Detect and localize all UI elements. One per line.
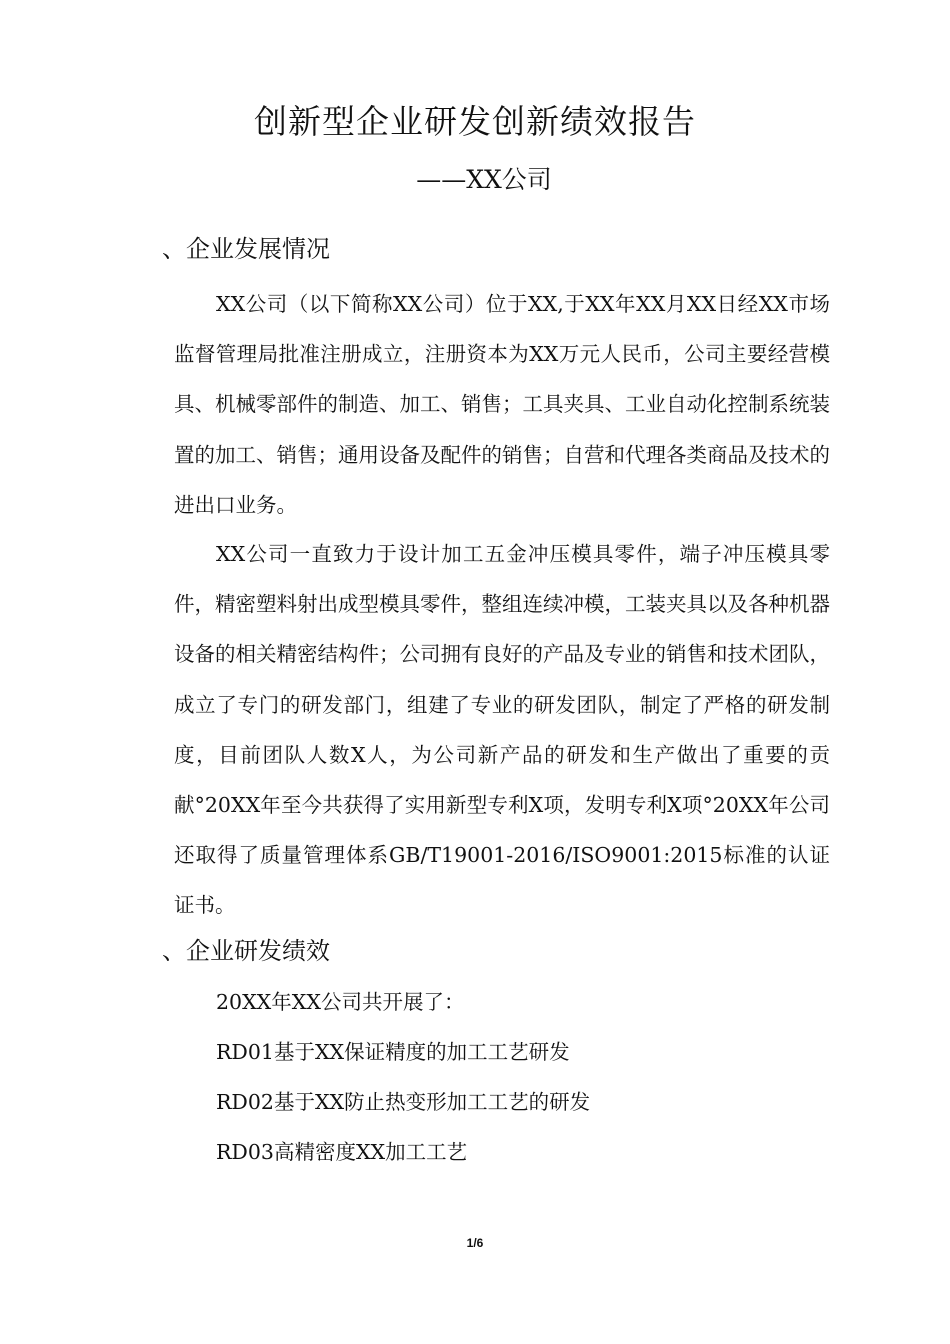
document-title: 创新型企业研发创新绩效报告 [254, 102, 696, 141]
section-heading-development: 、企业发展情况 [162, 235, 330, 263]
page-number: 1/6 [466, 1236, 484, 1250]
paragraph-company-overview: XX公司（以下简称XX公司）位于XX,于XX年XX月XX日经XX市场监督管理局批准注册成立，注册资本为XX万元人民币，公司主要经营模具、机械零部件的制造、加工、销售；工具夹具、工业自动化控制系统装置的加工、销售；通用设备及配件的销售；自营和代理各类商品及技术的进出口业务。 [174, 292, 830, 517]
list-item-rd01: RD01基于XX保证精度的加工工艺研发 [216, 1040, 570, 1064]
paragraph-company-rd-capability: XX公司一直致力于设计加工五金冲压模具零件，端子冲压模具零件，精密塑料射出成型模具零件，整组连续冲模，工装夹具以及各种机器设备的相关精密结构件；公司拥有良好的产品及专业的销售和技术团队，成立了专门的研发部门，组建了专业的研发团队，制定了严格的研发制度，目前团队人数X人，为公司新产品的研发和生产做出了重要的贡献°20XX年至今共获得了实用新型专利X项，发明专利X项°20XX年公司还取得了质量管理体系GB/T19001-2016/ISO9001:2015标准的认证证书。 [174, 542, 830, 918]
list-item-rd03: RD03高精密度XX加工工艺 [216, 1140, 468, 1164]
section-heading-rd-performance: 、企业研发绩效 [162, 937, 330, 965]
list-item-rd02: RD02基于XX防止热变形加工工艺的研发 [216, 1090, 591, 1114]
document-subtitle: ——XX公司 [416, 165, 552, 194]
list-item-intro: 20XX年XX公司共开展了： [216, 990, 465, 1014]
